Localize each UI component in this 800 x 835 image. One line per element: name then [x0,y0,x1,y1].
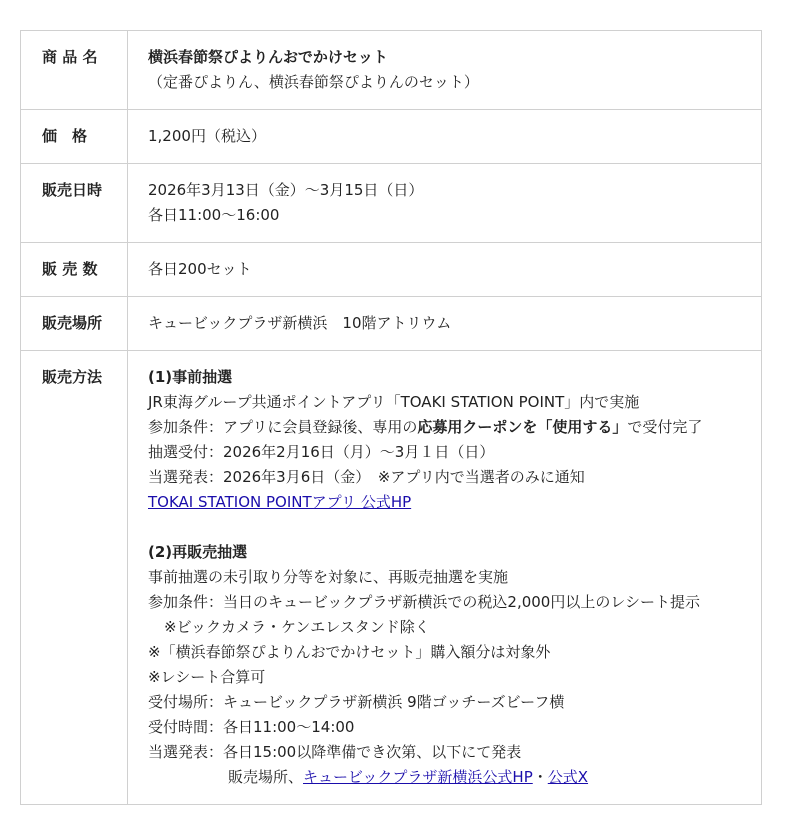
cubic-plaza-hp-link[interactable]: キュービックプラザ新横浜公式HP [303,768,533,786]
sale-hours: 各日11:00～16:00 [148,206,280,224]
resale-accept-place: 受付場所：キュービックプラザ新横浜 9階ゴッチーズビーフ横 [148,693,565,711]
table-row-quantity [21,243,762,297]
value-sale-method [128,351,762,805]
pre-lottery-accept-period: 抽選受付：2026年2月16日（月）～3月１日（日） [148,443,495,461]
resale-lottery-condition: 参加条件：当日のキュービックプラザ新横浜での税込2,000円以上のレシート提示 [148,593,700,611]
product-description: （定番ぴよりん、横浜春節祭ぴよりんのセット） [148,73,479,91]
value-quantity: 各日200セット [128,243,762,297]
resale-announce-locations [148,765,761,790]
tokai-station-point-link[interactable]: TOKAI STATION POINTアプリ 公式HP [148,493,412,511]
condition-text: 参加条件：アプリに会員登録後、専用の [148,418,418,436]
value-sale-place: キュービックプラザ新横浜 10階アトリウム [128,297,762,351]
label-sale-method: 販売方法 [21,351,128,805]
pre-lottery-condition [148,415,761,440]
table-row-datetime [21,164,762,243]
resale-accept-time: 受付時間：各日11:00～14:00 [148,718,355,736]
link-separator: ・ [532,768,548,786]
spacer [148,515,761,540]
table-row-place [21,297,762,351]
condition-emphasis: 応募用クーポンを「使用する」 [417,418,628,436]
pre-lottery-title: (1)事前抽選 [148,368,233,386]
resale-note-exclude-stores: ※ビックカメラ・ケンエレスタンド除く [164,618,430,636]
table-row-product [21,31,762,110]
resale-lottery-desc: 事前抽選の未引取り分等を対象に、再販売抽選を実施 [148,568,509,586]
value-product-name [128,31,762,110]
official-x-link[interactable]: 公式X [547,768,589,786]
table-row-price [21,110,762,164]
condition-suffix: で受付完了 [627,418,703,436]
sale-dates: 2026年3月13日（金）～3月15日（日） [148,181,424,199]
label-product-name: 商 品 名 [21,31,128,110]
announce-prefix: 販売場所、 [228,768,304,786]
resale-lottery-title: (2)再販売抽選 [148,543,248,561]
label-sale-place: 販売場所 [21,297,128,351]
pre-lottery-announce: 当選発表：2026年3月6日（金） ※アプリ内で当選者のみに通知 [148,468,585,486]
value-sale-datetime [128,164,762,243]
label-quantity: 販 売 数 [21,243,128,297]
label-sale-datetime: 販売日時 [21,164,128,243]
pre-lottery-app: JR東海グループ共通ポイントアプリ「TOAKI STATION POINT」内で実施 [148,393,640,411]
resale-note-combine: ※レシート合算可 [148,668,266,686]
sale-info-table [20,30,762,805]
value-price: 1,200円（税込） [128,110,762,164]
table-row-method [21,351,762,805]
resale-announce: 当選発表：各日15:00以降準備でき次第、以下にて発表 [148,743,522,761]
label-price: 価 格 [21,110,128,164]
product-name: 横浜春節祭ぴよりんおでかけセット [148,48,388,66]
resale-note-exclude-amount: ※「横浜春節祭ぴよりんおでかけセット」購入額分は対象外 [148,643,551,661]
